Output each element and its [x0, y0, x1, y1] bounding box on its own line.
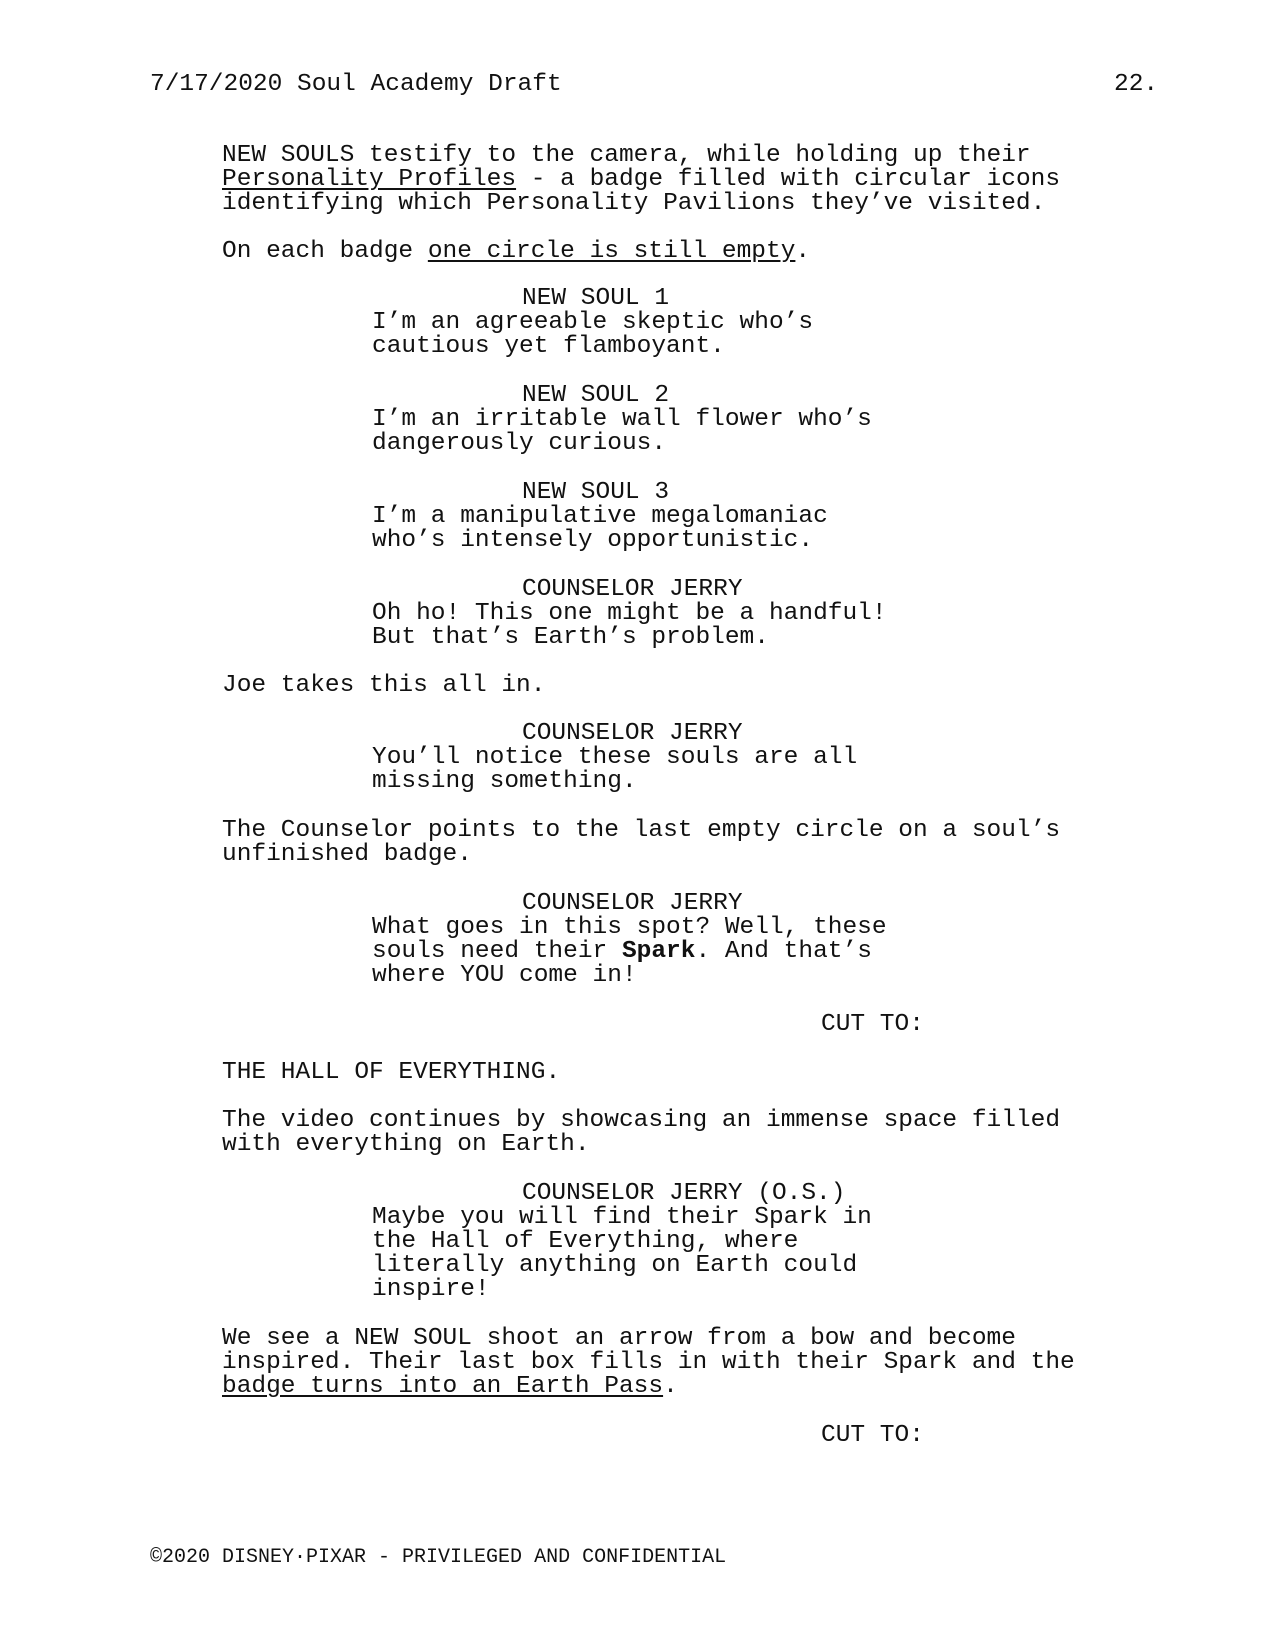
- action-line: We see a NEW SOUL shoot an arrow from a bow and become: [222, 1325, 1016, 1352]
- action-line: unfinished badge.: [222, 841, 472, 868]
- action-line: badge turns into an Earth Pass.: [222, 1373, 678, 1400]
- dialogue-line: inspire!: [372, 1276, 490, 1303]
- action-line: with everything on Earth.: [222, 1131, 590, 1158]
- dialogue-line: dangerously curious.: [372, 430, 667, 457]
- action-line: NEW SOULS testify to the camera, while holding up their: [222, 142, 1031, 169]
- transition: CUT TO:: [821, 1422, 924, 1449]
- page-number: 22.: [1114, 71, 1159, 98]
- underlined-text: one circle is still empty: [427, 238, 796, 265]
- dialogue-line: I’m a manipulative megalomaniac: [372, 503, 828, 530]
- dialogue-line: You’ll notice these souls are all: [372, 744, 858, 771]
- dialogue-line: Oh ho! This one might be a handful!: [372, 600, 887, 627]
- character-name: COUNSELOR JERRY: [522, 576, 743, 603]
- dialogue-line: I’m an irritable wall flower who’s: [372, 406, 872, 433]
- character-name: NEW SOUL 2: [522, 382, 670, 409]
- dialogue-line: But that’s Earth’s problem.: [372, 624, 769, 651]
- transition: CUT TO:: [821, 1011, 924, 1038]
- scene-heading: THE HALL OF EVERYTHING.: [222, 1059, 561, 1086]
- character-name: COUNSELOR JERRY: [522, 720, 743, 747]
- dialogue-line: Maybe you will find their Spark in: [372, 1204, 872, 1231]
- dialogue-line: missing something.: [372, 768, 637, 795]
- action-line: The Counselor points to the last empty circle on a soul’s: [222, 817, 1061, 844]
- dialogue-line: literally anything on Earth could: [372, 1252, 858, 1279]
- character-name: NEW SOUL 3: [522, 479, 670, 506]
- page-header-left: 7/17/2020 Soul Academy Draft: [150, 71, 562, 98]
- dialogue-line: who’s intensely opportunistic.: [372, 527, 814, 554]
- dialogue-line: cautious yet flamboyant.: [372, 333, 725, 360]
- action-line: identifying which Personality Pavilions they’ve visited.: [222, 190, 1046, 217]
- action-line: inspired. Their last box fills in with their Spark and the: [222, 1349, 1075, 1376]
- action-line: Personality Profiles - a badge filled with circular icons: [222, 166, 1061, 193]
- action-line: The video continues by showcasing an immense space filled: [222, 1107, 1061, 1134]
- dialogue-line: I’m an agreeable skeptic who’s: [372, 309, 814, 336]
- action-line: Joe takes this all in.: [222, 672, 546, 699]
- bold-text: Spark: [621, 938, 696, 965]
- underlined-text: badge turns into an Earth Pass: [222, 1373, 664, 1400]
- dialogue-line: where YOU come in!: [372, 962, 637, 989]
- action-line: On each badge one circle is still empty.: [222, 238, 811, 265]
- character-name: COUNSELOR JERRY (O.S.): [522, 1180, 846, 1207]
- character-name: NEW SOUL 1: [522, 285, 670, 312]
- page-footer: ©2020 DISNEY·PIXAR - PRIVILEGED AND CONFIDENTIAL: [150, 1546, 727, 1569]
- character-name: COUNSELOR JERRY: [522, 890, 743, 917]
- dialogue-line: the Hall of Everything, where: [372, 1228, 799, 1255]
- underlined-text: Personality Profiles: [222, 166, 517, 193]
- dialogue-line: What goes in this spot? Well, these: [372, 914, 887, 941]
- dialogue-line: souls need their Spark. And that’s: [372, 938, 872, 965]
